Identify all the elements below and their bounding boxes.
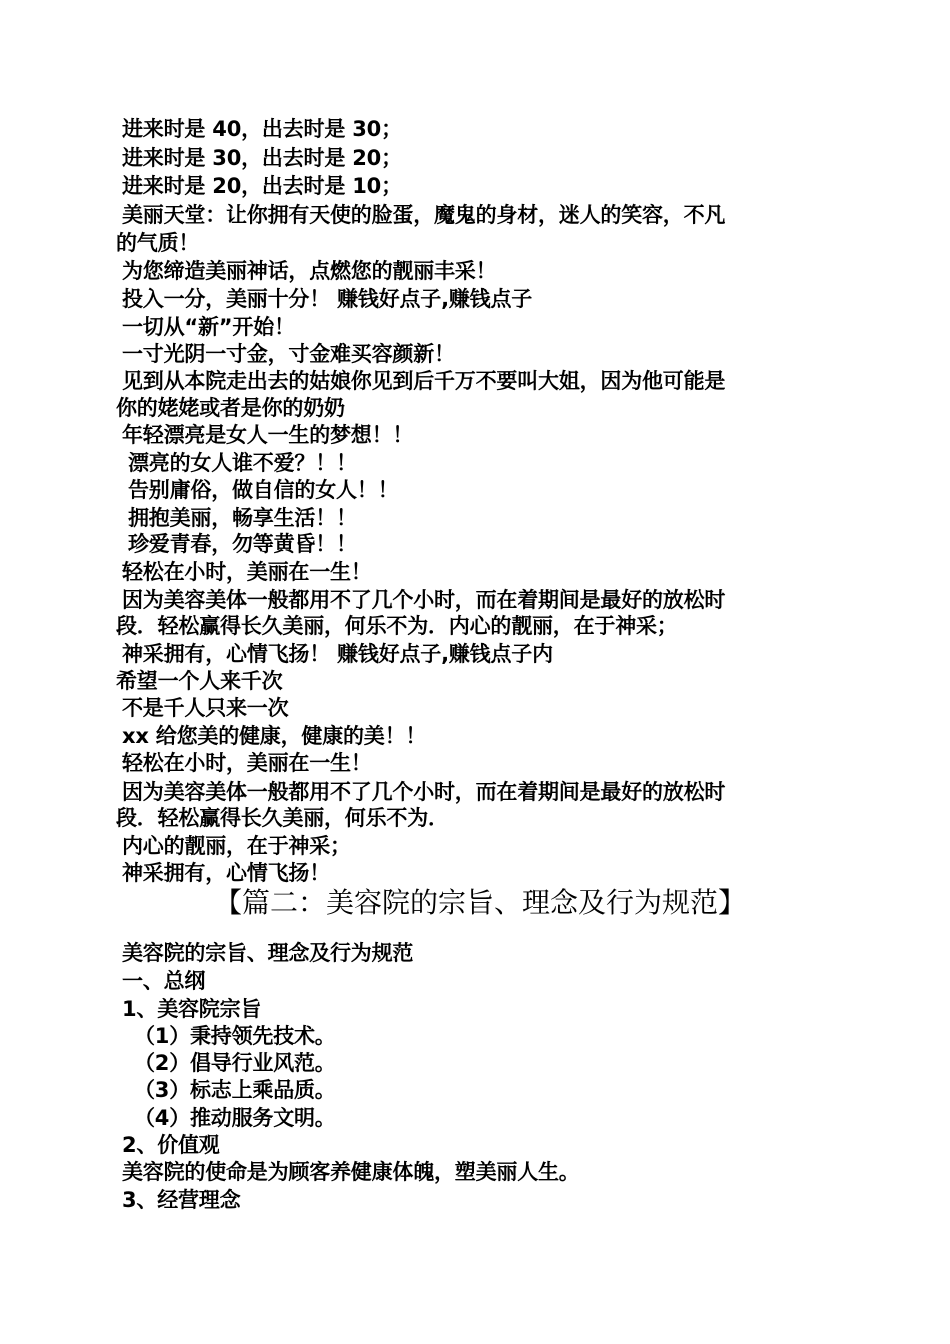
slogan-line: 的气质！ (116, 231, 200, 255)
slogan-line: 漂亮的女人谁不爱？！！ (128, 451, 357, 475)
section-line: 3、经营理念 (122, 1188, 241, 1212)
slogan-line: 告别庸俗，做自信的女人！！ (128, 478, 399, 502)
slogan-line: 你的姥姥或者是你的奶奶 (116, 396, 345, 420)
section-title: 美容院的宗旨、理念及行为规范 (122, 941, 414, 965)
section-line: （2）倡导行业风范。 (134, 1051, 336, 1075)
slogan-line: 进来时是 20，出去时是 10； (122, 174, 402, 198)
slogan-line: 见到从本院走出去的姑娘你见到后千万不要叫大姐，因为他可能是 (122, 369, 726, 393)
slogan-line: 投入一分，美丽十分！ 赚钱好点子,赚钱点子 (122, 287, 533, 311)
slogan-line: 为您缔造美丽神话，点燃您的靓丽丰采！ (122, 259, 497, 283)
slogan-line: 段．轻松赢得长久美丽，何乐不为．内心的靓丽，在于神采； (116, 614, 678, 638)
section-line: 一、总纲 (122, 969, 206, 993)
slogan-line: 神采拥有，心情飞扬！ (122, 861, 330, 885)
section-line: 美容院的使命是为顾客养健康体魄，塑美丽人生。 (122, 1160, 580, 1184)
slogan-line: xx 给您美的健康，健康的美！！ (122, 724, 427, 748)
section-line: 2、价值观 (122, 1133, 220, 1157)
slogan-line: 珍爱青春，勿等黄昏！！ (128, 532, 357, 556)
slogan-line: 美丽天堂：让你拥有天使的脸蛋，魔鬼的身材，迷人的笑容，不凡 (122, 203, 726, 227)
slogan-line: 拥抱美丽，畅享生活！！ (128, 506, 357, 530)
slogan-line: 内心的靓丽，在于神采； (122, 834, 351, 858)
slogan-line: 段．轻松赢得长久美丽，何乐不为． (116, 806, 449, 830)
slogan-line: 年轻漂亮是女人一生的梦想！！ (122, 423, 414, 447)
section-line: （3）标志上乘品质。 (134, 1078, 336, 1102)
slogan-line: 进来时是 30，出去时是 20； (122, 146, 402, 170)
slogan-line: 轻松在小时，美丽在一生！ (122, 560, 372, 584)
slogan-line: 神采拥有，心情飞扬！ 赚钱好点子,赚钱点子内 (122, 642, 553, 666)
section-heading: 【篇二：美容院的宗旨、理念及行为规范】 (213, 886, 746, 919)
slogan-line: 希望一个人来千次 (116, 669, 283, 693)
slogan-line: 一切从“新”开始！ (122, 315, 295, 339)
slogan-line: 因为美容美体一般都用不了几个小时，而在着期间是最好的放松时 (122, 588, 726, 612)
slogan-line: 不是千人只来一次 (122, 696, 289, 720)
section-line: （4）推动服务文明。 (134, 1106, 336, 1130)
section-line: 1、美容院宗旨 (122, 997, 262, 1021)
slogan-line: 一寸光阴一寸金，寸金难买容颜新！ (122, 342, 455, 366)
slogan-line: 轻松在小时，美丽在一生！ (122, 751, 372, 775)
section-line: （1）秉持领先技术。 (134, 1024, 336, 1048)
slogan-line: 进来时是 40，出去时是 30； (122, 117, 402, 141)
slogan-line: 因为美容美体一般都用不了几个小时，而在着期间是最好的放松时 (122, 780, 726, 804)
